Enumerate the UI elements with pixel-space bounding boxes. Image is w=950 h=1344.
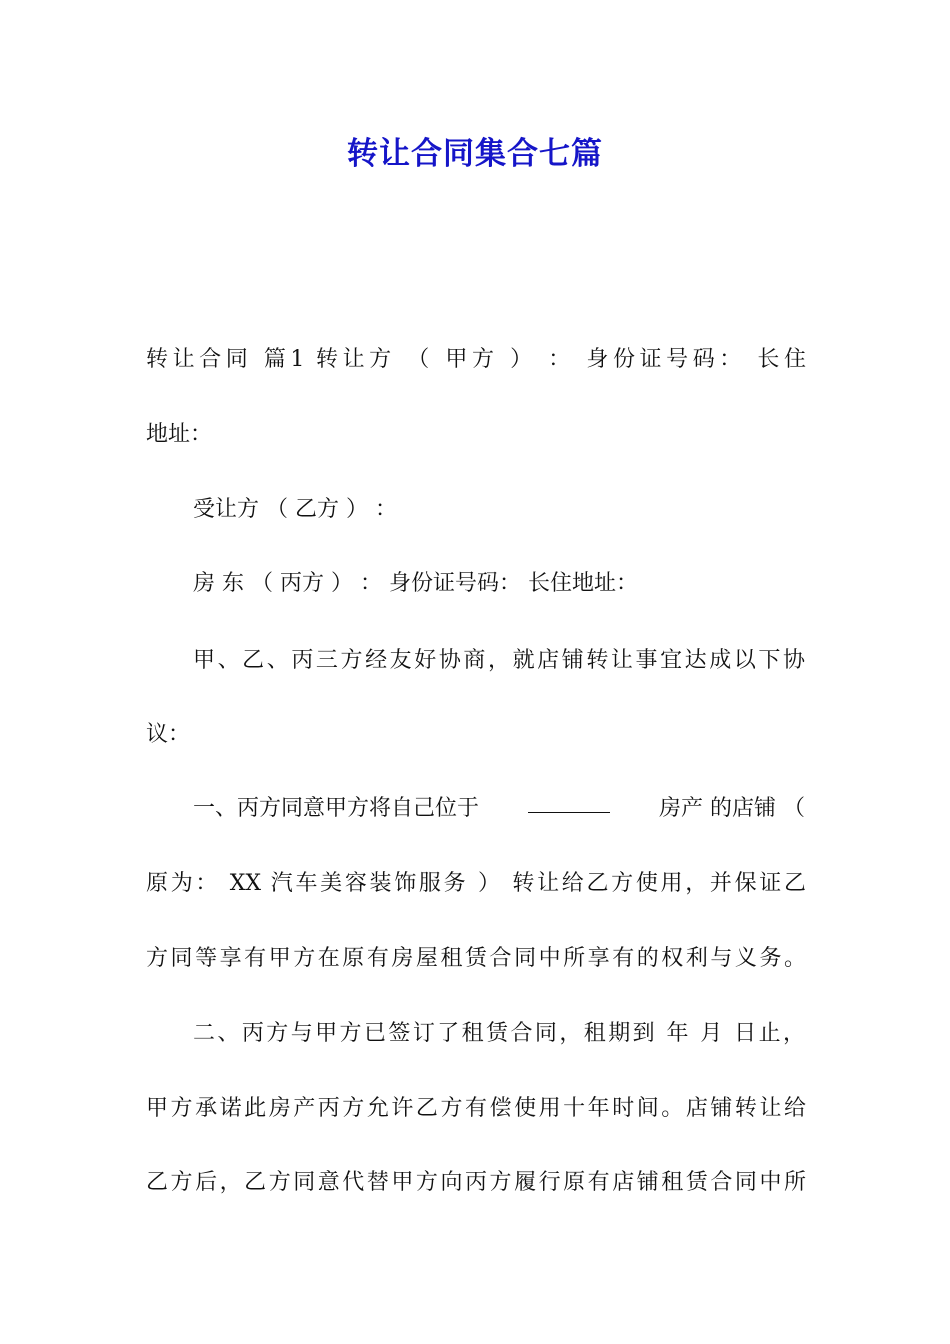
fill-in-blank: [528, 794, 610, 813]
paragraph-line: 转让合同 篇1 转让方 （ 甲方 ） ： 身份证号码： 长住: [146, 347, 806, 372]
paragraph-line-with-blank: [193, 794, 805, 824]
paragraph-line: 甲方承诺此房产丙方允许乙方有偿使用十年时间。店铺转让给: [146, 1096, 806, 1121]
paragraph-line: 地址：: [146, 422, 213, 447]
paragraph-line: 甲、乙、丙三方经友好协商，就店铺转让事宜达成以下协: [193, 648, 805, 673]
paragraph-line: 受让方 （ 乙方 ） ：: [193, 497, 397, 522]
paragraph-text: 一、丙方同意甲方将自己位于: [193, 796, 480, 821]
document-title: 转让合同集合七篇: [347, 136, 603, 172]
paragraph-text: 房产 的店铺 （: [658, 796, 805, 821]
paragraph-line: 二、丙方与甲方已签订了租赁合同，租期到 年 月 日止，: [193, 1021, 805, 1046]
paragraph-line: 乙方后，乙方同意代替甲方向丙方履行原有店铺租赁合同中所: [146, 1170, 806, 1195]
paragraph-line: 原为： XX 汽车美容装饰服务 ） 转让给乙方使用，并保证乙: [146, 871, 806, 896]
paragraph-line: 房 东 （ 丙方 ） ： 身份证号码： 长住地址：: [193, 571, 638, 596]
paragraph-line: 议：: [146, 722, 191, 747]
paragraph-line: 方同等享有甲方在原有房屋租赁合同中所享有的权利与义务。: [146, 946, 806, 971]
